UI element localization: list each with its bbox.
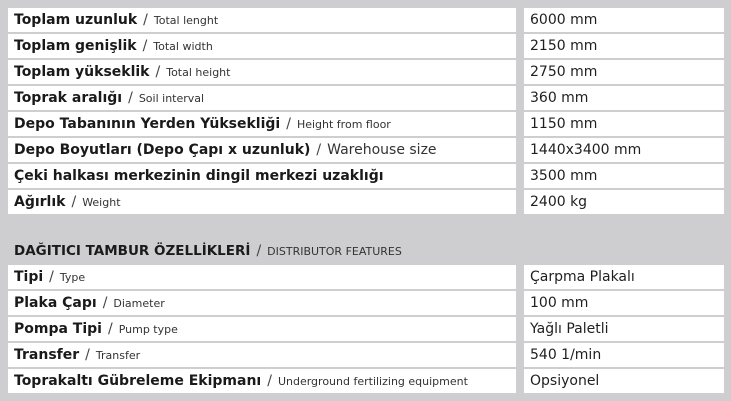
label-en: Warehouse size — [327, 142, 437, 158]
label-cell — [8, 138, 516, 162]
label-tr: Transfer — [14, 347, 80, 363]
label-tr: Toplam genişlik — [14, 38, 137, 54]
table-row — [8, 265, 724, 289]
value-cell: 2150 mm — [524, 34, 724, 58]
table-row — [8, 34, 724, 58]
separator: / — [267, 373, 272, 389]
section-title-en: DISTRIBUTOR FEATURES — [267, 244, 402, 258]
table-row — [8, 291, 724, 315]
table-row — [8, 190, 724, 214]
table-row — [8, 138, 724, 162]
value-cell: 3500 mm — [524, 164, 724, 188]
label-en: Diameter — [113, 296, 165, 310]
label-tr: Pompa Tipi — [14, 321, 102, 337]
label-en: Transfer — [95, 348, 141, 362]
label-tr: Çeki halkası merkezinin dingil merkezi uzaklığı — [14, 168, 384, 184]
value-cell: 6000 mm — [524, 8, 724, 32]
label-cell — [8, 60, 516, 84]
separator: / — [128, 90, 133, 106]
label-en: Total width — [153, 39, 213, 53]
separator: / — [142, 38, 148, 54]
separator: / — [49, 269, 54, 285]
section-title-tr: DAĞITICI TAMBUR ÖZELLİKLERİ — [14, 243, 251, 259]
separator: / — [102, 295, 108, 311]
label-en: Pump type — [118, 322, 178, 336]
label-tr: Depo Boyutları (Depo Çapı x uzunluk) — [14, 142, 311, 158]
label-en: Type — [59, 270, 86, 284]
value-cell: 1150 mm — [524, 112, 724, 136]
label-cell — [8, 164, 516, 188]
label-en: Underground fertilizing equipment — [277, 374, 468, 388]
label-en: Total lenght — [153, 13, 219, 27]
label-en: Height from floor — [296, 117, 391, 131]
value-cell: 2400 kg — [524, 190, 724, 214]
table-row — [8, 343, 724, 367]
separator: / — [286, 116, 291, 132]
label-tr: Ağırlık — [14, 194, 66, 210]
label-cell — [8, 8, 516, 32]
separator: / — [143, 12, 148, 28]
value-cell: 360 mm — [524, 86, 724, 110]
table-row — [8, 164, 724, 188]
value-cell: 2750 mm — [524, 60, 724, 84]
distributor-section-heading — [14, 243, 402, 259]
table-row — [8, 86, 724, 110]
label-cell — [8, 343, 516, 367]
separator: / — [71, 194, 77, 210]
label-cell — [8, 291, 516, 315]
value-cell: 100 mm — [524, 291, 724, 315]
value-cell: Yağlı Paletli — [524, 317, 724, 341]
label-cell — [8, 317, 516, 341]
separator: / — [256, 243, 262, 259]
distributor-features-table — [8, 265, 724, 395]
label-cell — [8, 86, 516, 110]
label-cell — [8, 190, 516, 214]
table-row — [8, 317, 724, 341]
label-tr: Depo Tabanının Yerden Yüksekliği — [14, 116, 281, 132]
separator: / — [155, 64, 161, 80]
table-row — [8, 8, 724, 32]
table-row — [8, 60, 724, 84]
table-row — [8, 369, 724, 393]
separator: / — [316, 142, 322, 158]
separator: / — [107, 321, 113, 337]
label-tr: Toplam yükseklik — [14, 64, 150, 80]
label-cell — [8, 369, 516, 393]
label-en: Total height — [166, 65, 231, 79]
value-cell: Çarpma Plakalı — [524, 265, 724, 289]
value-cell: 540 1/min — [524, 343, 724, 367]
label-tr: Toplam uzunluk — [14, 12, 138, 28]
label-cell — [8, 265, 516, 289]
label-cell — [8, 112, 516, 136]
specifications-table — [8, 8, 724, 216]
table-row — [8, 112, 724, 136]
value-cell: Opsiyonel — [524, 369, 724, 393]
value-cell: 1440x3400 mm — [524, 138, 724, 162]
label-cell — [8, 34, 516, 58]
label-tr: Toprak aralığı — [14, 90, 123, 106]
label-tr: Plaka Çapı — [14, 295, 97, 311]
label-en: Soil interval — [138, 91, 205, 105]
label-tr: Toprakaltı Gübreleme Ekipmanı — [14, 373, 262, 389]
label-en: Weight — [82, 195, 121, 209]
label-tr: Tipi — [14, 269, 44, 285]
separator: / — [85, 347, 90, 363]
